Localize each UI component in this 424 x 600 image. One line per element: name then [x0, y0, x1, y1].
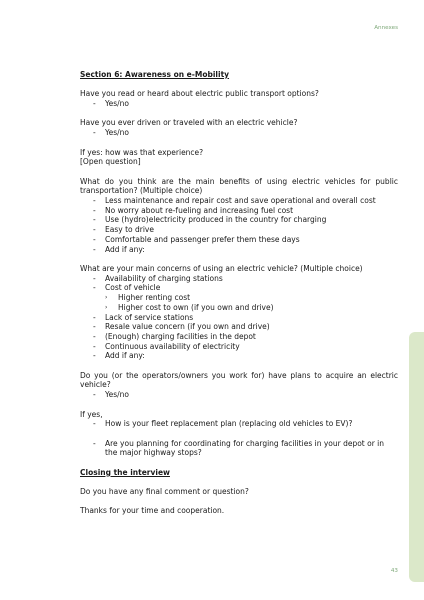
answer-option: - Yes/no — [93, 390, 129, 400]
answer-option: - Yes/no — [93, 128, 129, 138]
question-text: If yes, — [80, 409, 103, 419]
question-text: Do you (or the operators/owners you work for) have plans to acquire an electric vehicle? — [80, 370, 398, 390]
question-text: Have you ever driven or traveled with an electric vehicle? — [80, 118, 298, 128]
answer-option: - Easy to drive — [93, 225, 154, 235]
question-text: What are your main concerns of using an electric vehicle? (Multiple choice) — [80, 263, 363, 273]
question-6 — [80, 371, 398, 400]
question-text: If yes: how was that experience? — [80, 147, 204, 157]
document-body — [80, 70, 398, 526]
question-5 — [80, 264, 398, 361]
arrow-bullet-icon: › — [105, 303, 108, 311]
question-text: Have you read or heard about electric public transport options? — [80, 89, 319, 99]
question-4 — [80, 177, 398, 255]
question-1 — [80, 89, 398, 108]
answer-option: - Continuous availability of electricity — [93, 341, 240, 351]
question-note: [Open question] — [80, 157, 141, 167]
answer-option: - No worry about re-fueling and increasing fuel cost — [93, 205, 294, 215]
answer-option: - Comfortable and passenger prefer them these days — [93, 234, 300, 244]
sub-answer-option: › Higher renting cost — [105, 293, 191, 303]
answer-option: - Add if any: — [93, 351, 145, 361]
answer-option: - (Enough) charging facilities in the depot — [93, 331, 256, 341]
page-number: 43 — [390, 568, 398, 574]
answer-option: - How is your fleet replacement plan (replacing old vehicles to EV)? — [93, 419, 353, 429]
side-tab-decoration — [409, 332, 424, 582]
answer-option: - Availability of charging stations — [93, 273, 223, 283]
answer-option: - Yes/no — [93, 99, 129, 109]
question-3 — [80, 148, 398, 167]
answer-option: - Use (hydro)electricity produced in the country for charging — [93, 215, 327, 225]
arrow-bullet-icon: › — [105, 294, 108, 302]
closing-thanks: Thanks for your time and cooperation. — [80, 506, 225, 516]
closing-title: Closing the interview — [80, 467, 170, 477]
question-text: What do you think are the main benefits of using electric vehicles for public transportation? (Multiple choice) — [80, 176, 398, 196]
answer-option: - Less maintenance and repair cost and save operational and overall cost — [93, 196, 376, 206]
answer-option: - Add if any: — [93, 244, 145, 254]
answer-option: - Cost of vehicle — [93, 283, 161, 293]
answer-option: - Lack of service stations — [93, 312, 194, 322]
running-header: Annexes — [374, 25, 398, 31]
sub-answer-option: › Higher cost to own (if you own and drive) — [105, 302, 274, 312]
question-7 — [80, 410, 398, 459]
closing-question: Do you have any final comment or question? — [80, 487, 249, 497]
answer-option: - Resale value concern (if you own and drive) — [93, 322, 270, 332]
answer-option: - Are you planning for coordinating for charging facilities in your depot or in the major highway stops? — [93, 438, 385, 458]
question-2 — [80, 118, 398, 137]
section-title: Section 6: Awareness on e-Mobility — [80, 70, 230, 79]
